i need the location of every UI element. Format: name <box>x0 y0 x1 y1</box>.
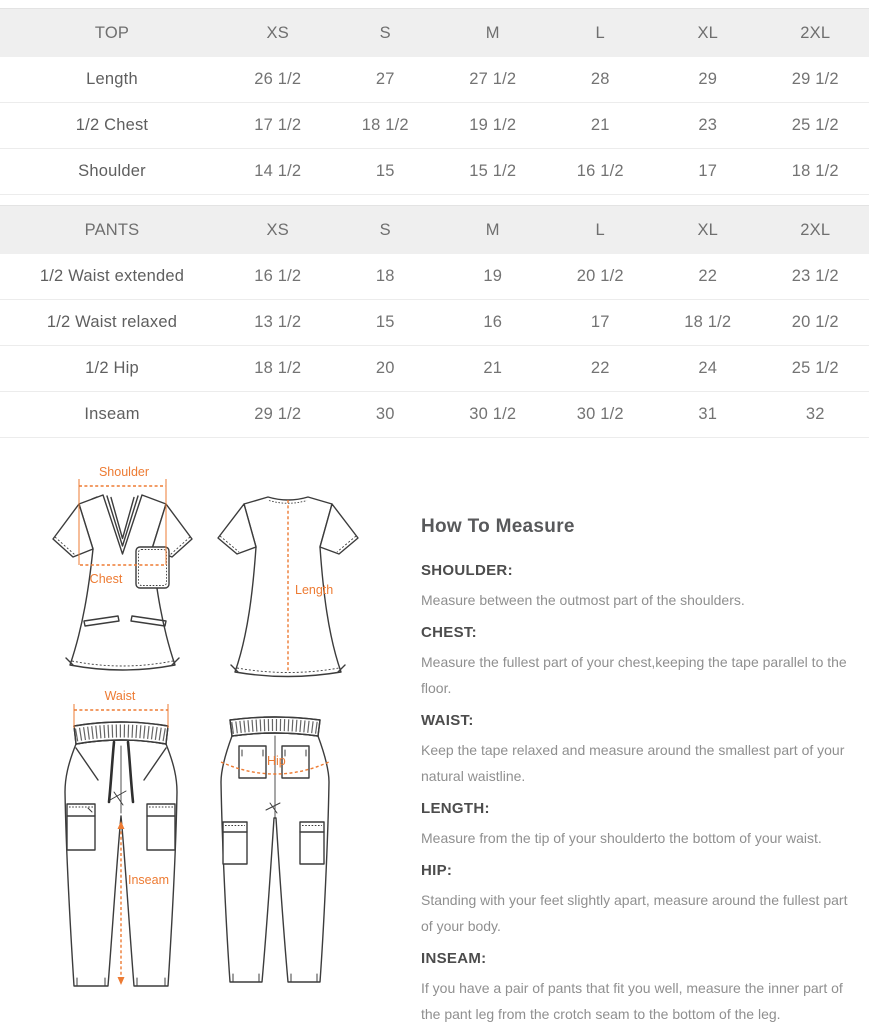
cell: 20 1/2 <box>547 254 655 300</box>
measure-heading: LENGTH: <box>421 800 490 817</box>
inseam-measure-label: Inseam <box>128 873 169 887</box>
measure-section-chest <box>421 624 862 701</box>
measure-section-shoulder <box>421 562 862 613</box>
measure-section-inseam <box>421 950 862 1024</box>
size-column-s: S <box>332 206 440 255</box>
cell: 28 <box>547 57 655 103</box>
cell: 15 <box>332 300 440 346</box>
cell: 29 <box>654 57 762 103</box>
cell: 27 <box>332 57 440 103</box>
pants-size-table <box>0 205 869 438</box>
measure-heading: WAIST: <box>421 712 474 729</box>
table-row-inseam <box>0 392 869 438</box>
size-column-2xl: 2XL <box>762 9 869 58</box>
cell: 29 1/2 <box>762 57 869 103</box>
cell: 18 1/2 <box>332 103 440 149</box>
size-column-xs: XS <box>224 9 332 58</box>
measure-section-length <box>421 800 862 851</box>
row-label: Length <box>0 57 224 103</box>
table-row-waist-relaxed <box>0 300 869 346</box>
how-to-measure-section <box>421 516 862 1024</box>
row-label: Inseam <box>0 392 224 438</box>
table-row-length <box>0 57 869 103</box>
cell: 16 1/2 <box>224 254 332 300</box>
top-size-table <box>0 8 869 195</box>
cell: 23 1/2 <box>762 254 869 300</box>
cell: 18 1/2 <box>654 300 762 346</box>
cell: 19 1/2 <box>439 103 547 149</box>
cell: 30 1/2 <box>439 392 547 438</box>
size-column-xl: XL <box>654 206 762 255</box>
cell: 17 <box>547 300 655 346</box>
measure-heading: CHEST: <box>421 624 477 641</box>
measure-text: If you have a pair of pants that fit you well, measure the inner part of the pant leg from the crotch seam to the bottom of the leg. <box>421 980 843 1022</box>
measure-heading: INSEAM: <box>421 950 487 967</box>
cell: 20 <box>332 346 440 392</box>
top-table-title: TOP <box>0 9 224 58</box>
table-row-hip <box>0 346 869 392</box>
pants-table-title: PANTS <box>0 206 224 255</box>
measure-text: Measure from the tip of your shoulderto the bottom of your waist. <box>421 830 822 846</box>
measure-section-waist <box>421 712 862 789</box>
cell: 14 1/2 <box>224 149 332 195</box>
measure-text: Keep the tape relaxed and measure around the smallest part of your natural waistline. <box>421 742 845 784</box>
size-column-l: L <box>547 9 655 58</box>
measure-section-hip <box>421 862 862 939</box>
cell: 18 1/2 <box>224 346 332 392</box>
cell: 16 <box>439 300 547 346</box>
cell: 17 <box>654 149 762 195</box>
top-back-diagram <box>208 490 368 690</box>
cell: 20 1/2 <box>762 300 869 346</box>
table-row-waist-extended <box>0 254 869 300</box>
size-column-xs: XS <box>224 206 332 255</box>
cell: 13 1/2 <box>224 300 332 346</box>
row-label: 1/2 Chest <box>0 103 224 149</box>
how-to-measure-title: How To Measure <box>421 516 575 537</box>
cell: 29 1/2 <box>224 392 332 438</box>
row-label: Shoulder <box>0 149 224 195</box>
cell: 30 <box>332 392 440 438</box>
hip-measure-label: Hip <box>267 754 286 768</box>
size-column-xl: XL <box>654 9 762 58</box>
cell: 23 <box>654 103 762 149</box>
row-label: 1/2 Hip <box>0 346 224 392</box>
top-front-diagram <box>40 462 205 687</box>
pants-back-diagram <box>210 710 340 1010</box>
table-row-chest <box>0 103 869 149</box>
measure-text: Measure between the outmost part of the shoulders. <box>421 592 745 608</box>
measure-text: Standing with your feet slightly apart, measure around the fullest part of your body. <box>421 892 848 934</box>
top-table-header-row <box>0 9 869 58</box>
cell: 27 1/2 <box>439 57 547 103</box>
size-tables <box>0 8 869 438</box>
cell: 18 <box>332 254 440 300</box>
cell: 22 <box>654 254 762 300</box>
cell: 21 <box>547 103 655 149</box>
cell: 22 <box>547 346 655 392</box>
size-column-2xl: 2XL <box>762 206 869 255</box>
size-column-s: S <box>332 9 440 58</box>
size-column-l: L <box>547 206 655 255</box>
cell: 25 1/2 <box>762 103 869 149</box>
cell: 16 1/2 <box>547 149 655 195</box>
cell: 18 1/2 <box>762 149 869 195</box>
chest-measure-label: Chest <box>89 572 123 586</box>
cell: 15 1/2 <box>439 149 547 195</box>
row-label: 1/2 Waist extended <box>0 254 224 300</box>
cell: 25 1/2 <box>762 346 869 392</box>
cell: 31 <box>654 392 762 438</box>
row-label: 1/2 Waist relaxed <box>0 300 224 346</box>
cell: 32 <box>762 392 869 438</box>
shoulder-measure-label: Shoulder <box>98 465 150 479</box>
table-row-shoulder <box>0 149 869 195</box>
size-column-m: M <box>439 9 547 58</box>
measure-heading: HIP: <box>421 862 453 879</box>
pants-table-header-row <box>0 206 869 255</box>
cell: 17 1/2 <box>224 103 332 149</box>
cell: 21 <box>439 346 547 392</box>
waist-measure-label: Waist <box>104 689 136 703</box>
measure-heading: SHOULDER: <box>421 562 513 579</box>
measure-text: Measure the fullest part of your chest,keeping the tape parallel to the floor. <box>421 654 847 696</box>
cell: 15 <box>332 149 440 195</box>
size-column-m: M <box>439 206 547 255</box>
pants-front-diagram <box>52 688 192 1013</box>
length-measure-label: Length <box>295 583 334 597</box>
cell: 30 1/2 <box>547 392 655 438</box>
cell: 24 <box>654 346 762 392</box>
cell: 19 <box>439 254 547 300</box>
cell: 26 1/2 <box>224 57 332 103</box>
